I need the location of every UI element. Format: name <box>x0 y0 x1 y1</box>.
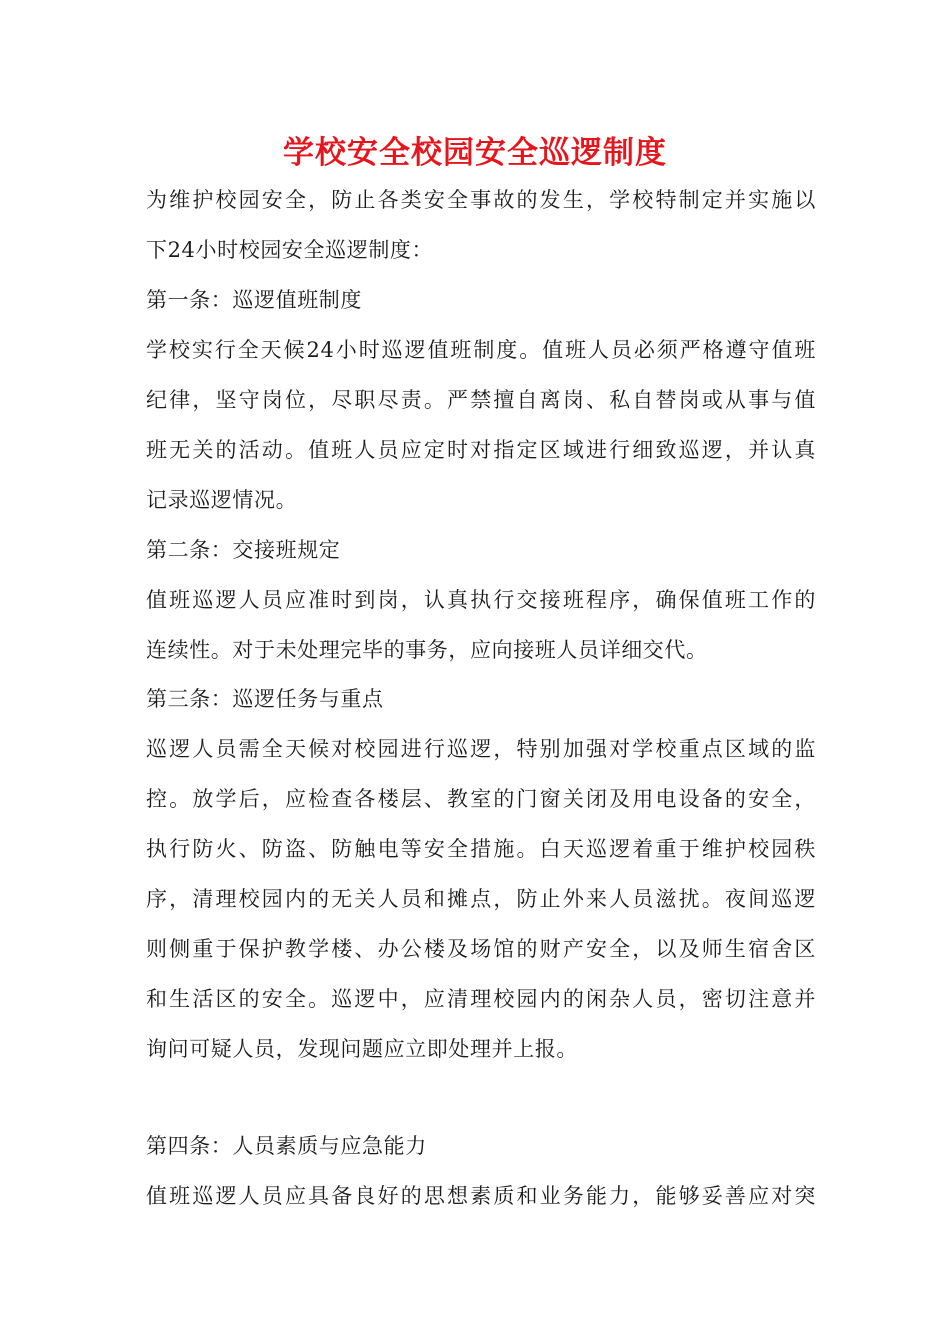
paragraph-line: 下24小时校园安全巡逻制度： <box>146 238 434 262</box>
paragraph-line: 值班巡逻人员应具备良好的思想素质和业务能力，能够妥善应对突 <box>146 1184 816 1208</box>
paragraph-line: 连续性。对于未处理完毕的事务，应向接班人员详细交代。 <box>146 638 708 662</box>
paragraph-line: 执行防火、防盗、防触电等安全措施。白天巡逻着重于维护校园秩 <box>146 837 816 861</box>
paragraph-line: 控。放学后，应检查各楼层、教室的门窗关闭及用电设备的安全， <box>146 787 816 811</box>
paragraph-line: 则侧重于保护教学楼、办公楼及场馆的财产安全，以及师生宿舍区 <box>146 937 816 961</box>
paragraph-line: 值班巡逻人员应准时到岗，认真执行交接班程序，确保值班工作的 <box>146 588 816 612</box>
paragraph-line: 为维护校园安全，防止各类安全事故的发生，学校特制定并实施以 <box>146 188 816 212</box>
section-heading: 第三条：巡逻任务与重点 <box>146 687 384 711</box>
paragraph-line: 记录巡逻情况。 <box>146 488 298 512</box>
paragraph-line: 询问可疑人员，发现问题应立即处理并上报。 <box>146 1037 578 1061</box>
paragraph-line: 序，清理校园内的无关人员和摊点，防止外来人员滋扰。夜间巡逻 <box>146 887 816 911</box>
paragraph-line: 巡逻人员需全天候对校园进行巡逻，特别加强对学校重点区域的监 <box>146 737 816 761</box>
section-heading: 第四条：人员素质与应急能力 <box>146 1134 427 1158</box>
paragraph-line: 纪律，坚守岗位，尽职尽责。严禁擅自离岗、私自替岗或从事与值 <box>146 388 816 412</box>
paragraph-line: 和生活区的安全。巡逻中，应清理校园内的闲杂人员，密切注意并 <box>146 987 816 1011</box>
document-title: 学校安全校园安全巡逻制度 <box>283 135 667 171</box>
section-heading: 第二条：交接班规定 <box>146 538 341 562</box>
paragraph-line: 学校实行全天候24小时巡逻值班制度。值班人员必须严格遵守值班 <box>146 338 816 362</box>
paragraph-line: 班无关的活动。值班人员应定时对指定区域进行细致巡逻，并认真 <box>146 438 816 462</box>
section-heading: 第一条：巡逻值班制度 <box>146 288 362 312</box>
